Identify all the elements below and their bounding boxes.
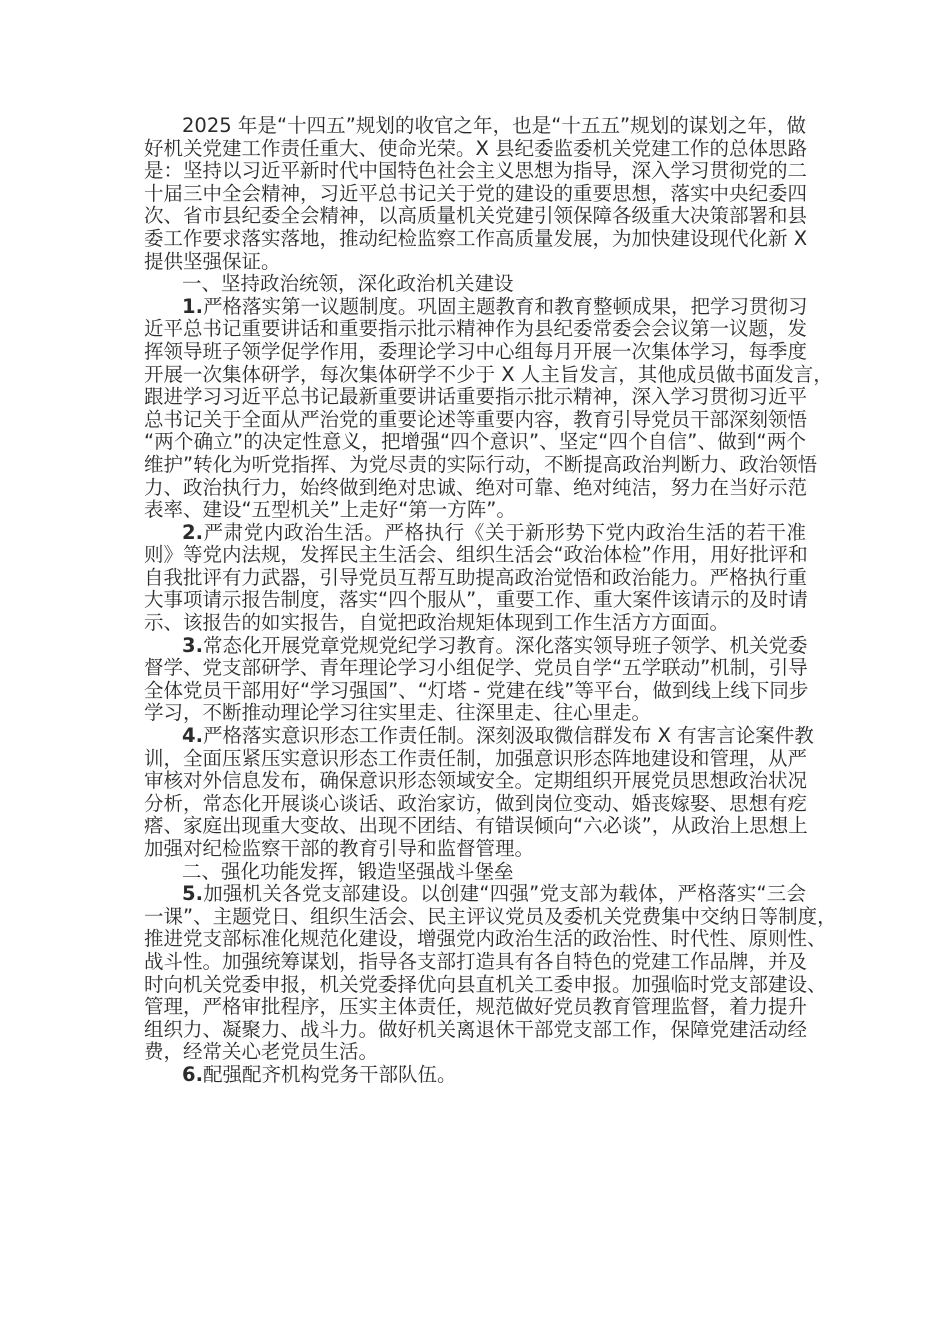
line-text: 2025 年是“十四五”规划的收官之年，也是“十五五”规划的谋划之年，做 <box>182 114 806 137</box>
text-line <box>144 318 806 341</box>
text-line <box>144 251 806 274</box>
text-line <box>144 838 806 861</box>
line-text: 配强配齐机构党务干部队伍。 <box>202 1062 457 1086</box>
document-body <box>144 114 837 1087</box>
line-text: 推进党支部标准化规范化建设，增强党内政治生活的政治性、时代性、原则性、 <box>144 927 827 951</box>
line-text: “两个确立”的决定性意义，把增强“四个意识”、坚定“四个自信”、做到“两个 <box>144 430 806 454</box>
text-line <box>144 927 827 951</box>
line-text: 力、政治执行力，始终做到绝对忠诚、绝对可靠、绝对纯洁，努力在当好示范 <box>144 475 808 499</box>
line-text: 表率、建设“五型机关”上走好“第一方阵”。 <box>144 498 516 522</box>
paragraph <box>144 522 806 635</box>
line-text: 战斗性。加强统筹谋划，指导各支部打造具有各自特色的党建工作品牌，并及 <box>144 949 808 973</box>
text-line <box>144 951 806 974</box>
line-text: 加强机关各党支部建设。以创建“四强”党支部为载体，严格落实“三会 <box>202 882 806 906</box>
paragraph <box>144 1064 806 1087</box>
text-line <box>144 362 833 387</box>
text-line <box>144 115 806 138</box>
text-line <box>144 431 806 454</box>
line-text: 分析，常态化开展谈心谈话、政治家访，做到岗位变动、婚丧嫁娶、思想有疙 <box>144 791 808 815</box>
line-text: 管理，严格审批程序，压实主体责任，规范做好党员教育管理监督，着力提升 <box>144 995 808 1019</box>
paragraph <box>144 294 833 522</box>
line-text: 提供坚强保证。 <box>144 249 281 273</box>
line-text: 一、坚持政治统领，深化政治机关建设 <box>182 272 514 296</box>
text-line <box>144 1064 806 1087</box>
text-line <box>144 635 806 658</box>
line-text: 学习，不断推动理论学习往实里走、往深里走、往心里走。 <box>144 701 652 725</box>
text-line <box>144 341 806 364</box>
text-line <box>144 409 806 432</box>
text-line <box>144 793 806 816</box>
line-text: 十届三中全会精神，习近平总书记关于党的建设的重要思想，落实中央纪委四 <box>144 181 808 205</box>
text-line <box>144 544 806 567</box>
line-text: 一课”、主题党日、组织生活会、民主评议党员及委机关党费集中交纳日等制度， <box>144 904 837 928</box>
item-number: 3. <box>182 633 203 657</box>
line-text: 时向机关党委申报，机关党委择优向县直机关工委申报。加强临时党支部建设、 <box>144 972 827 996</box>
line-text: 组织力、凝聚力、战斗力。做好机关离退休干部党支部工作，保障党建活动经 <box>144 1017 808 1041</box>
section-heading <box>144 861 806 884</box>
line-text: 严格落实第一议题制度。巩固主题教育和教育整顿成果，把学习贯彻习 <box>202 294 808 318</box>
text-line <box>144 452 818 477</box>
text-line <box>144 1041 806 1064</box>
text-line <box>144 522 806 545</box>
line-text: 维护”转化为听党指挥、为党尽责的实际行动，不断提高政治判断力、政治领悟 <box>144 452 818 476</box>
text-line <box>144 996 806 1019</box>
line-text: 好机关党建工作责任重大、使命光荣。X 县纪委监委机关党建工作的总体思路 <box>144 136 808 160</box>
text-line <box>144 477 806 500</box>
text-line <box>144 748 806 771</box>
line-text: 是：坚持以习近平新时代中国特色社会主义思想为指导，深入学习贯彻党的二 <box>144 159 808 183</box>
line-text: 示、该报告的如实报告，自觉把政治规矩体现到工作生活方方面面。 <box>144 611 730 635</box>
line-text: 严格落实意识形态工作责任制。深刻汲取微信群发布 X 有害言论案件教 <box>202 724 814 748</box>
text-line <box>144 883 806 906</box>
text-line <box>144 589 806 612</box>
item-number: 5. <box>182 882 203 906</box>
text-line <box>144 567 806 590</box>
line-text: 自我批评有力武器，引导党员互帮互助提高政治觉悟和政治能力。严格执行重 <box>144 565 808 589</box>
line-text: 瘩、家庭出现重大变故、出现不团结、有错误倾向“六必谈”，从政治上思想上 <box>144 814 808 838</box>
text-line <box>144 904 837 929</box>
paragraph <box>144 115 806 273</box>
item-number: 4. <box>182 724 203 748</box>
line-text: 委工作要求落实落地，推动纪检监察工作高质量发展，为加快建设现代化新 X <box>144 226 808 250</box>
text-line <box>144 205 806 228</box>
paragraph <box>144 882 837 1064</box>
paragraph <box>144 633 809 725</box>
line-text: 督学、党支部研学、青年理论学习小组促学、党员自学“五学联动”机制，引导 <box>144 656 808 680</box>
paragraph <box>144 724 814 861</box>
line-text: 二、强化功能发挥，锻造坚强战斗堡垒 <box>182 859 514 883</box>
text-line <box>144 160 806 183</box>
text-line <box>144 815 806 838</box>
text-line <box>144 724 814 748</box>
section-heading <box>144 273 806 296</box>
text-line <box>144 1019 806 1042</box>
line-text: 开展一次集体研学，每次集体研学不少于 X 人主旨发言，其他成员做书面发言， <box>144 362 833 386</box>
line-text: 挥领导班子领学促学作用，委理论学习中心组每月开展一次集体学习，每季度 <box>144 339 808 363</box>
text-line <box>144 861 806 884</box>
text-line <box>144 657 806 680</box>
line-text: 跟进学习习近平总书记最新重要讲话重要指示批示精神，深入学习贯彻习近平 <box>144 385 808 409</box>
line-text: 常态化开展党章党规党纪学习教育。深化落实领导班子领学、机关党委 <box>202 633 808 657</box>
line-text: 全体党员干部用好“学习强国”、“灯塔 - 党建在线”等平台，做到线上线下同步 <box>144 678 809 702</box>
line-text: 严肃党内政治生活。严格执行《关于新形势下党内政治生活的若干准 <box>202 520 806 544</box>
line-text: 审核对外信息发布，确保意识形态领域安全。定期组织开展党员思想政治状况 <box>144 769 808 793</box>
line-text: 则》等党内法规，发挥民主生活会、组织生活会“政治体检”作用，用好批评和 <box>144 543 808 567</box>
text-line <box>144 499 806 522</box>
text-line <box>144 228 806 251</box>
line-text: 次、省市县纪委全会精神，以高质量机关党建引领保障各级重大决策部署和县 <box>144 204 808 228</box>
text-line <box>144 678 809 703</box>
text-line <box>144 702 806 725</box>
line-text: 总书记关于全面从严治党的重要论述等重要内容，教育引导党员干部深刻领悟 <box>144 407 808 431</box>
line-text: 训，全面压紧压实意识形态工作责任制，加强意识形态阵地建设和管理，从严 <box>144 746 808 770</box>
text-line <box>144 183 806 206</box>
text-line <box>144 273 806 296</box>
item-number: 1. <box>182 294 203 318</box>
item-number: 2. <box>182 520 203 544</box>
item-number: 6. <box>182 1062 203 1086</box>
text-line <box>144 296 806 319</box>
line-text: 大事项请示报告制度，落实“四个服从”，重要工作、重大案件该请示的及时请 <box>144 588 808 612</box>
text-line <box>144 972 827 997</box>
text-line <box>144 138 806 161</box>
text-line <box>144 770 806 793</box>
text-line <box>144 386 806 409</box>
line-text: 加强对纪检监察干部的教育引导和监督管理。 <box>144 837 535 860</box>
line-text: 费，经常关心老党员生活。 <box>144 1040 379 1064</box>
text-line <box>144 612 806 635</box>
line-text: 近平总书记重要讲话和重要指示批示精神作为县纪委常委会会议第一议题，发 <box>144 317 808 341</box>
